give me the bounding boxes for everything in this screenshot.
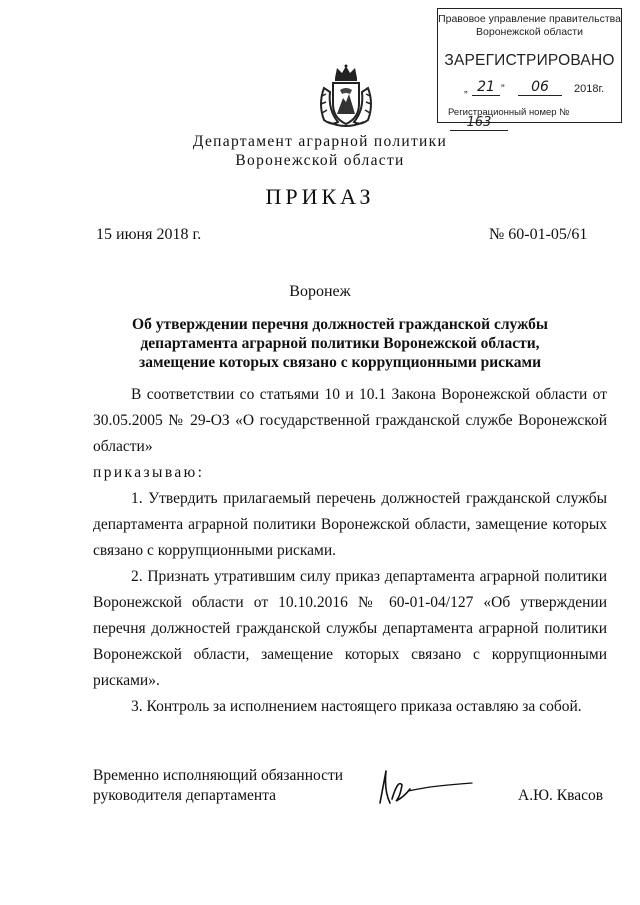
- registration-stamp: [437, 8, 622, 130]
- subject-line1: Об утверждении перечня должностей гражданской службы: [132, 316, 548, 333]
- order-word: приказываю:: [93, 464, 205, 481]
- department-name-line1: Департамент аграрной политики: [192, 133, 448, 150]
- signer-position-line1: Временно исполняющий обязанности: [93, 767, 344, 784]
- subject-line3: замещение которых связано с коррупционными рисками: [139, 354, 541, 371]
- stamp-org-line2: Воронежской области: [476, 26, 583, 38]
- stamp-organization: [438, 13, 621, 39]
- signer-position: [93, 766, 343, 806]
- stamp-title: ЗАРЕГИСТРИРОВАНО: [444, 52, 615, 69]
- signer-position-line2: руководителя департамента: [93, 787, 277, 804]
- stamp-registration: [448, 107, 617, 134]
- department-name-line2: Воронежской области: [235, 152, 405, 169]
- document-body: [93, 382, 607, 720]
- coat-of-arms-icon: [316, 64, 376, 128]
- stamp-reg-label: Регистрационный номер №: [448, 107, 570, 118]
- signer-name: А.Ю. Квасов: [518, 787, 604, 804]
- document-title: ПРИКАЗ: [265, 184, 375, 209]
- document-city: Воронеж: [289, 283, 351, 300]
- stamp-month: 06: [518, 79, 562, 96]
- preamble-paragraph: В соответствии со статьями 10 и 10.1 Закона Воронежской области от 30.05.2005 № 29-ОЗ «О государственной гражданской службе Воронежской области»: [93, 386, 607, 455]
- order-item-2: 2. Признать утратившим силу приказ департамента аграрной политики Воронежской области от 10.10.2016 № 60-01-04/127 «Об утверждении перечня должностей гражданской службы департамента аграрной политики Воронежской области, замещение которых связано с коррупционными рисками».: [93, 568, 607, 689]
- order-item-3: 3. Контроль за исполнением настоящего приказа оставляю за собой.: [131, 698, 582, 715]
- stamp-org-line1: Правовое управление правительства: [438, 13, 621, 25]
- subject-line2: департамента аграрной политики Воронежской области,: [140, 335, 540, 352]
- order-item-1: 1. Утвердить прилагаемый перечень должностей гражданской службы департамента аграрной политики Воронежской области, замещение которых связано с коррупционными рисками.: [93, 490, 607, 559]
- document-date: 15 июня 2018 г.: [96, 226, 202, 243]
- stamp-day: 21: [472, 79, 500, 96]
- stamp-quote-open: „: [464, 83, 468, 95]
- stamp-quote-close: ”: [501, 83, 505, 95]
- stamp-date: [448, 79, 615, 101]
- stamp-reg-number: 163: [450, 115, 508, 131]
- handwritten-signature-icon: [372, 763, 476, 811]
- document-subject: [110, 315, 570, 372]
- document-number: № 60-01-05/61: [489, 226, 588, 243]
- stamp-year: 2018г.: [574, 83, 605, 95]
